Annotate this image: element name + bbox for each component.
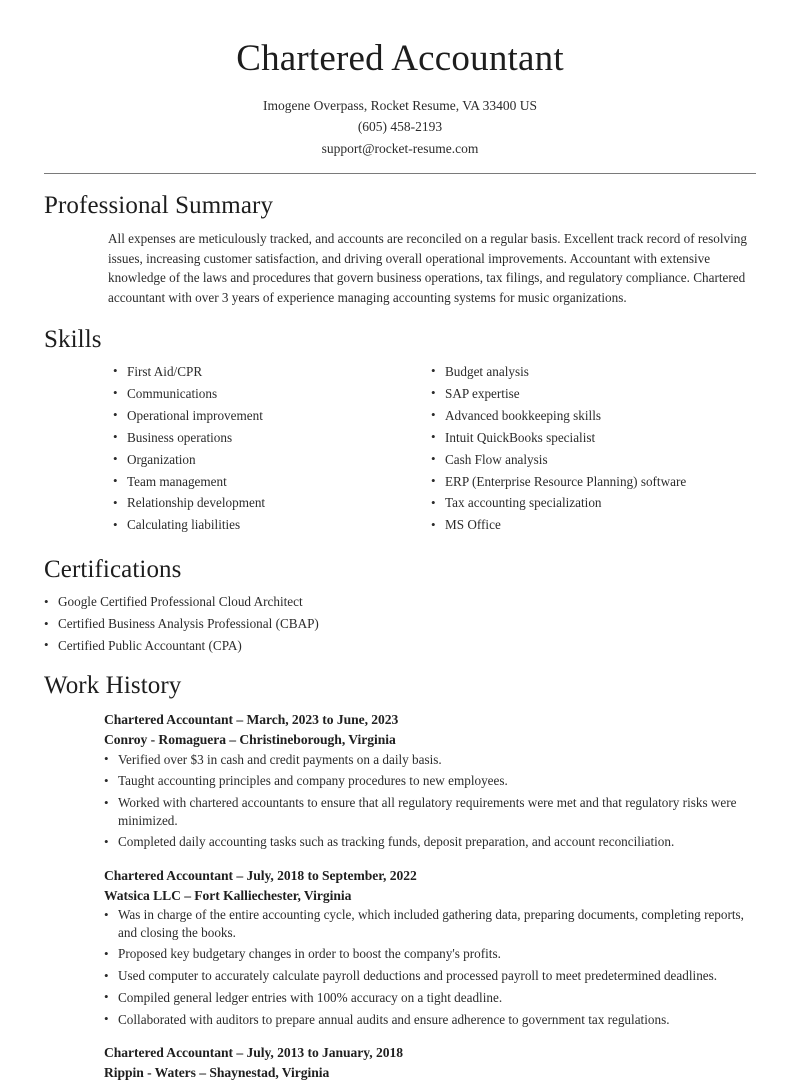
skills-column-right xyxy=(431,363,749,539)
list-item: • Certified Business Analysis Professional (CBAP) xyxy=(44,615,756,633)
section-title-certifications: Certifications xyxy=(44,556,182,584)
job-company: Watsica LLC – Fort Kalliechester, Virginia xyxy=(104,887,352,903)
list-item: • Intuit QuickBooks specialist xyxy=(431,429,749,447)
section-professional-summary xyxy=(0,191,800,308)
list-item: • Google Certified Professional Cloud Architect xyxy=(44,593,756,611)
list-item: • Worked with chartered accountants to ensure that all regulatory requirements were met and that regulatory risks were minimized. xyxy=(104,794,756,829)
skills-list-left xyxy=(113,363,431,534)
contact-address: Imogene Overpass, Rocket Resume, VA 33400 US xyxy=(263,97,537,113)
page-title: Chartered Accountant xyxy=(236,38,564,79)
work-history-entry xyxy=(104,710,756,851)
list-item: • Communications xyxy=(113,385,431,403)
list-item: • Relationship development xyxy=(113,494,431,512)
section-certifications xyxy=(0,555,800,654)
list-item: • Compiled general ledger entries with 100% accuracy on a tight deadline. xyxy=(104,989,756,1007)
list-item: • Cash Flow analysis xyxy=(431,451,749,469)
job-title: Chartered Accountant – March, 2023 to June, 2023 xyxy=(104,712,399,728)
list-item: • Proposed key budgetary changes in order to boost the company's profits. xyxy=(104,945,756,963)
resume-header xyxy=(0,0,800,160)
skills-list-right xyxy=(431,363,749,534)
list-item: • Organization xyxy=(113,451,431,469)
job-bullets xyxy=(104,906,756,1028)
list-item: • Verified over $3 in cash and credit payments on a daily basis. xyxy=(104,751,756,769)
list-item: • Taught accounting principles and company procedures to new employees. xyxy=(104,772,756,790)
job-company: Conroy - Romaguera – Christineborough, Virginia xyxy=(104,732,396,748)
section-skills xyxy=(0,325,800,539)
header-divider xyxy=(44,173,756,174)
job-company: Rippin - Waters – Shaynestad, Virginia xyxy=(104,1065,330,1081)
list-item: • Tax accounting specialization xyxy=(431,494,749,512)
list-item: • Calculating liabilities xyxy=(113,516,431,534)
list-item: • Advanced bookkeeping skills xyxy=(431,407,749,425)
skills-column-left xyxy=(113,363,431,539)
job-title: Chartered Accountant – July, 2013 to January, 2018 xyxy=(104,1045,403,1061)
contact-email: support@rocket-resume.com xyxy=(321,141,479,157)
list-item: • Was in charge of the entire accounting cycle, which included gathering data, preparing documents, completing reports, and closing the books. xyxy=(104,906,756,941)
list-item: • Collaborated with auditors to prepare annual audits and ensure adherence to government tax regulations. xyxy=(104,1011,756,1029)
list-item: • Budget analysis xyxy=(431,363,749,381)
summary-text: All expenses are meticulously tracked, and accounts are reconciled on a regular basis. Excellent track record of resolving issues, increasing customer satisfaction, and driving overall operational improvements. Accountant with extensive knowledge of the laws and procedures that govern business operations, tax filings, and regulatory compliance. Chartered accountant with over 3 years of experience managing accounting systems for music organizations. xyxy=(108,231,747,306)
list-item: • Completed daily accounting tasks such as tracking funds, deposit preparation, and account reconciliation. xyxy=(104,833,756,851)
work-history-entry xyxy=(104,1043,756,1083)
list-item: • ERP (Enterprise Resource Planning) software xyxy=(431,473,749,491)
list-item: • MS Office xyxy=(431,516,749,534)
job-bullets xyxy=(104,751,756,851)
section-title-work-history: Work History xyxy=(44,672,182,700)
job-title: Chartered Accountant – July, 2018 to September, 2022 xyxy=(104,867,417,883)
list-item: • SAP expertise xyxy=(431,385,749,403)
section-title-summary: Professional Summary xyxy=(44,192,274,220)
list-item: • Certified Public Accountant (CPA) xyxy=(44,637,756,655)
work-history-list xyxy=(44,710,756,1083)
section-title-skills: Skills xyxy=(44,325,102,353)
section-work-history xyxy=(0,671,800,1083)
list-item: • Used computer to accurately calculate payroll deductions and processed payroll to meet predetermined deadlines. xyxy=(104,967,756,985)
list-item: • First Aid/CPR xyxy=(113,363,431,381)
contact-phone: (605) 458-2193 xyxy=(357,119,443,135)
certifications-list xyxy=(44,593,756,654)
skills-columns xyxy=(113,363,756,539)
list-item: • Business operations xyxy=(113,429,431,447)
list-item: • Team management xyxy=(113,473,431,491)
list-item: • Operational improvement xyxy=(113,407,431,425)
work-history-entry xyxy=(104,866,756,1028)
